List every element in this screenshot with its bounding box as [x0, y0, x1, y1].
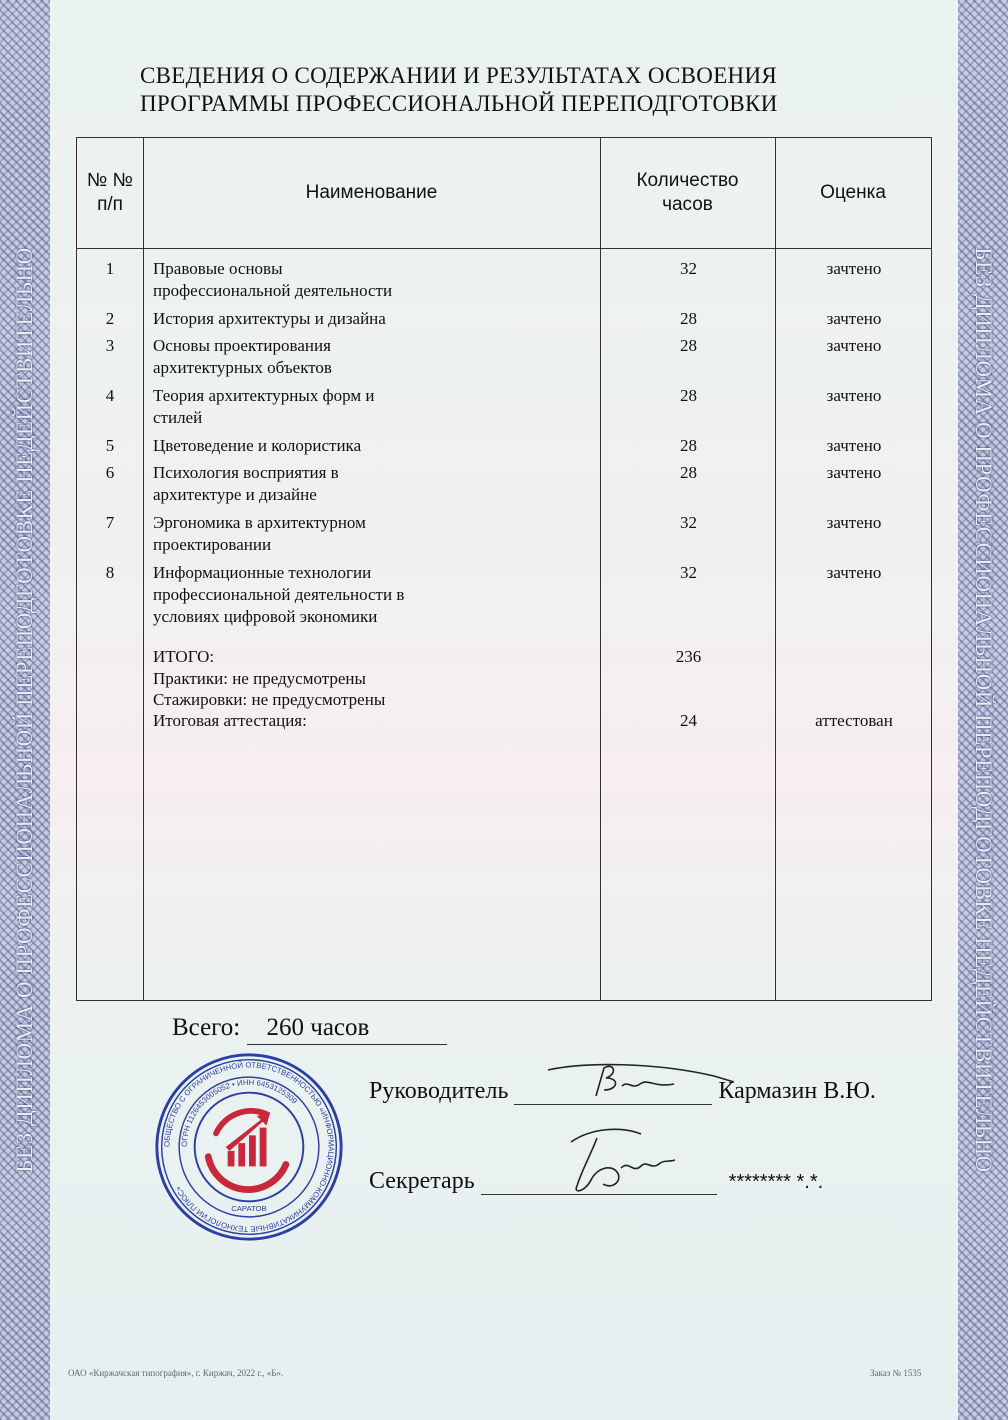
row-num: 1 [105, 259, 115, 278]
row-num: 7 [105, 513, 115, 532]
secretary-signature-icon [551, 1120, 711, 1200]
row-name: Теория архитектурных форм и стилей [153, 386, 375, 427]
attestation-label: Итоговая аттестация: [153, 711, 307, 730]
secretary-label: Секретарь [369, 1168, 475, 1194]
grand-total [172, 1014, 447, 1045]
stamp-outer-text: ОБЩЕСТВО С ОГРАНИЧЕННОЙ ОТВЕТСТВЕННОСТЬЮ «ИНФОРМАЦИОННО-КОММУНИКАТИВНЫЕ ТЕХНОЛОГИИ ПЛЮС» [162, 1060, 336, 1234]
row-hours: 28 [680, 309, 697, 328]
head-signature-icon [544, 1060, 744, 1100]
secretary-name: ******** *.*. [728, 1171, 824, 1193]
official-stamp [152, 1050, 346, 1244]
document-title [100, 62, 900, 118]
grand-total-label: Всего: [172, 1014, 241, 1041]
row-grade: зачтено [826, 513, 882, 532]
practice-text: Практики: не предусмотрены [153, 669, 366, 688]
stamp-inner-text: ОГРН 1126453005052 • ИНН 6453125309 [179, 1077, 300, 1148]
right-side-text: БЕЗ ДИПЛОМА О ПРОФЕССИОНАЛЬНОЙ ПЕРЕПОДГОТОВКЕ НЕДЕЙСТВИТЕЛЬНО [971, 247, 996, 1173]
row-name: История архитектуры и дизайна [153, 309, 386, 328]
title-line-1: СВЕДЕНИЯ О СОДЕРЖАНИИ И РЕЗУЛЬТАТАХ ОСВОЕНИЯ [140, 63, 778, 88]
row-hours: 32 [680, 513, 697, 532]
row-num: 8 [105, 563, 115, 582]
row-num: 2 [105, 309, 115, 328]
row-grade: зачтено [826, 386, 882, 405]
row-grade: зачтено [826, 259, 882, 278]
row-name: Основы проектирования архитектурных объектов [153, 336, 332, 377]
row-hours: 28 [680, 386, 697, 405]
total-hours: 236 [675, 647, 702, 666]
row-hours: 32 [680, 259, 697, 278]
footer-order: Заказ № 1535 [870, 1368, 922, 1378]
header-divider [77, 248, 931, 249]
stamp-city: САРАТОВ [231, 1204, 267, 1214]
footer-printer: ОАО «Киржачская типография», г. Киржач, 2022 г., «Б». [68, 1368, 284, 1378]
row-name: Психология восприятия в архитектуре и дизайне [153, 463, 339, 504]
grand-total-value: 260 часов [247, 1014, 447, 1045]
secretary-signature-row [369, 1168, 823, 1195]
attestation-grade: аттестован [815, 711, 893, 730]
header-name: Наименование [305, 182, 438, 203]
row-num: 5 [105, 436, 115, 455]
row-grade: зачтено [826, 463, 882, 482]
internship-text: Стажировки: не предусмотрены [153, 690, 386, 709]
header-num: № № п/п [86, 170, 134, 215]
head-label: Руководитель [369, 1078, 509, 1104]
row-name: Информационные технологии профессиональной деятельности в условиях цифровой экономики [153, 563, 405, 626]
total-label: ИТОГО: [153, 647, 215, 666]
row-name: Правовые основы профессиональной деятельности [153, 259, 393, 300]
left-side-text: БЕЗ ДИПЛОМА О ПРОФЕССИОНАЛЬНОЙ ПЕРЕПОДГОТОВКЕ НЕДЕЙСТВИТЕЛЬНО [12, 247, 37, 1173]
stamp-logo-icon [208, 1111, 286, 1190]
header-hours: Количество часов [636, 170, 739, 215]
head-signature-row [369, 1078, 876, 1105]
row-grade: зачтено [826, 436, 882, 455]
row-name: Эргономика в архитектурном проектировании [153, 513, 366, 554]
header-grade: Оценка [820, 182, 886, 203]
row-grade: зачтено [826, 309, 882, 328]
row-hours: 28 [680, 463, 697, 482]
head-signature-line [514, 1078, 712, 1105]
row-hours: 28 [680, 336, 697, 355]
row-num: 6 [105, 463, 115, 482]
row-hours: 32 [680, 563, 697, 582]
row-grade: зачтено [826, 563, 882, 582]
row-hours: 28 [680, 436, 697, 455]
secretary-signature-line [481, 1168, 717, 1195]
row-num: 3 [105, 336, 115, 355]
row-num: 4 [105, 386, 115, 405]
attestation-hours: 24 [680, 711, 697, 730]
head-name: Кармазин В.Ю. [718, 1078, 876, 1104]
title-line-2: ПРОГРАММЫ ПРОФЕССИОНАЛЬНОЙ ПЕРЕПОДГОТОВКИ [140, 91, 778, 116]
row-name: Цветоведение и колористика [153, 436, 362, 455]
row-grade: зачтено [826, 336, 882, 355]
